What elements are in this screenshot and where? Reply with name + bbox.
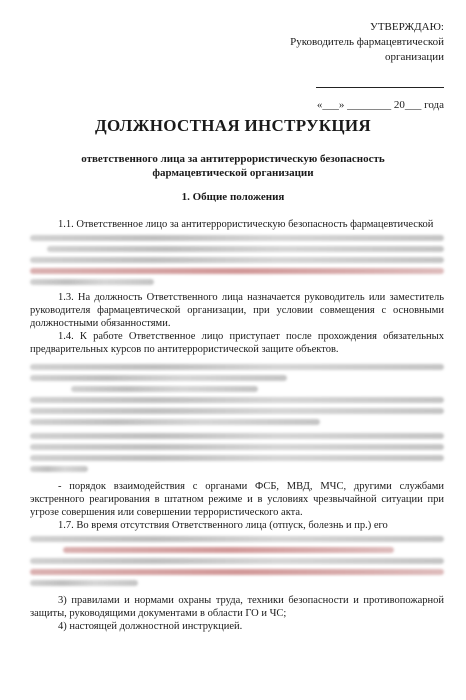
blurred-text <box>30 375 287 381</box>
document-title: ДОЛЖНОСТНАЯ ИНСТРУКЦИЯ <box>95 116 371 135</box>
blurred-text <box>30 558 444 564</box>
blurred-text-red <box>30 569 444 575</box>
blurred-text <box>30 257 444 263</box>
signature-line <box>316 87 444 88</box>
blurred-text-red <box>63 547 394 553</box>
paragraph-order: - порядок взаимодействия с органами ФСБ, МВД, МЧС, другими службами экстренного реагирования в штатном режиме и в условиях чрезвычайной ситуации при угрозе совершения или совершении террористического акта. <box>30 481 444 518</box>
paragraph-1-1: 1.1. Ответственное лицо за антитеррористическую безопасность фармацевтической <box>58 219 434 230</box>
blurred-text <box>30 455 444 461</box>
blurred-text <box>30 444 444 450</box>
blurred-text <box>30 580 138 586</box>
subtitle-line-1: ответственного лица за антитеррористическую безопасность <box>81 153 385 165</box>
blurred-text <box>30 433 444 439</box>
paragraph-1-3: 1.3. На должность Ответственного лица назначается руководитель или заместитель руководителя фармацевтической организации, при условии совмещения с основными должностными обязанностями. <box>30 292 444 329</box>
document-subtitle <box>40 152 426 180</box>
subtitle-line-2: фармацевтической организации <box>152 167 314 179</box>
approval-block <box>234 20 444 113</box>
blurred-text <box>30 536 444 542</box>
section-heading: 1. Общие положения <box>181 191 285 203</box>
paragraph-1-7: 1.7. Во время отсутствия Ответственного лица (отпуск, болезнь и пр.) его <box>58 520 388 531</box>
blurred-text <box>30 408 444 414</box>
blurred-text <box>30 279 154 285</box>
paragraph-4: 4) настоящей должностной инструкцией. <box>58 621 243 632</box>
blurred-text <box>30 235 444 241</box>
approval-position: Руководитель фармацевтической организации <box>290 36 444 63</box>
blurred-text <box>71 386 257 392</box>
paragraph-1-4: 1.4. К работе Ответственное лицо приступает после прохождения обязательных предварительных курсов по антитеррористической защите объектов. <box>30 331 444 355</box>
blurred-text <box>30 466 88 472</box>
blurred-text <box>30 419 320 425</box>
blurred-text <box>30 364 444 370</box>
blurred-text-red <box>30 268 444 274</box>
blurred-text <box>30 397 444 403</box>
blurred-text <box>47 246 444 252</box>
approval-date: «___» ________ 20___ года <box>316 99 444 111</box>
approval-heading: УТВЕРЖДАЮ: <box>370 21 444 33</box>
paragraph-3: 3) правилами и нормами охраны труда, техники безопасности и противопожарной защиты, руководящими документами в области ГО и ЧС; <box>30 595 444 619</box>
document-body <box>30 218 444 633</box>
